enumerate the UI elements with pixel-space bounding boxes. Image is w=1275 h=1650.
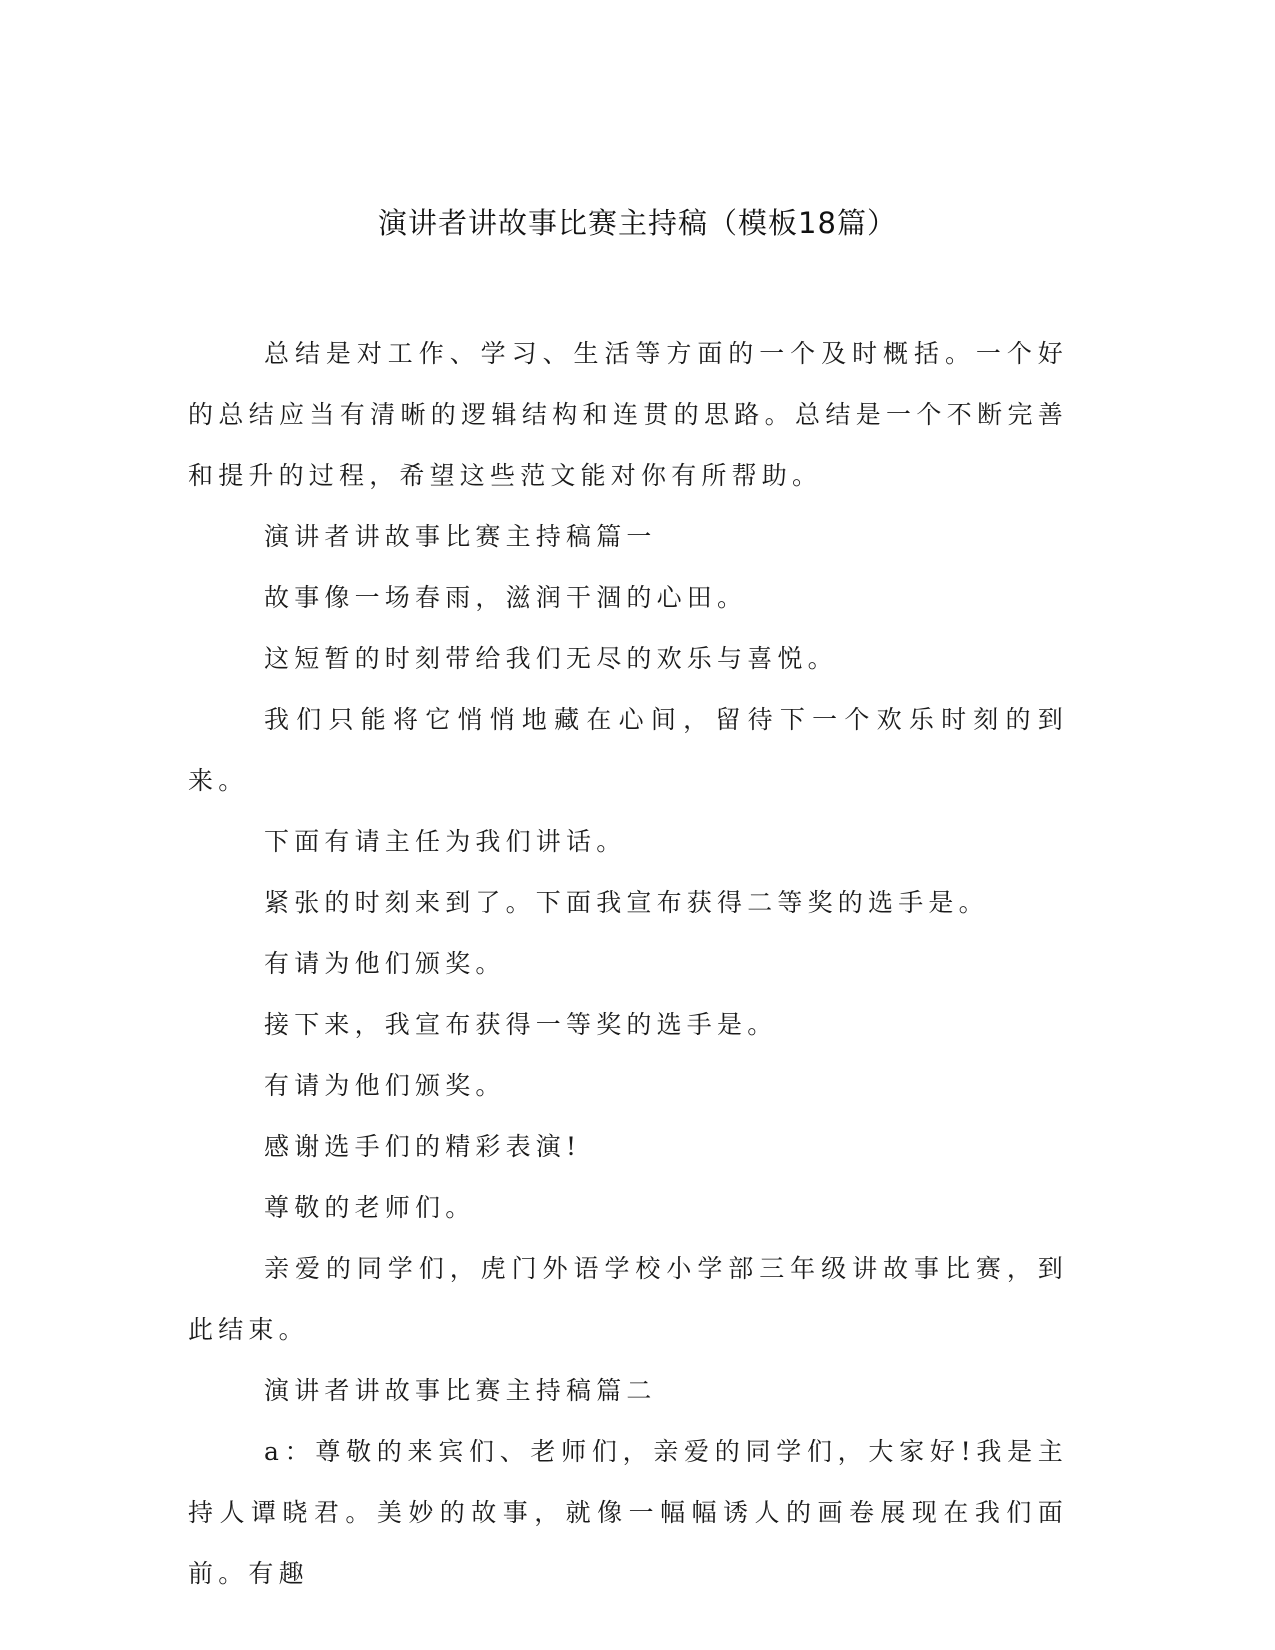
paragraph: 这短暂的时刻带给我们无尽的欢乐与喜悦。	[264, 644, 838, 673]
intro-paragraph: 总结是对工作、学习、生活等方面的一个及时概括。一个好的总结应当有清晰的逻辑结构和连贯的思路。总结是一个不断完善和提升的过程，希望这些范文能对你有所帮助。	[188, 339, 1068, 490]
paragraph: a：尊敬的来宾们、老师们，亲爱的同学们，大家好!我是主持人谭晓君。美妙的故事，就像一幅幅诱人的画卷展现在我们面前。有趣	[188, 1437, 1068, 1588]
document-title: 演讲者讲故事比赛主持稿（模板18篇）	[378, 206, 897, 240]
paragraph: 感谢选手们的精彩表演!	[264, 1132, 582, 1161]
paragraph: 紧张的时刻来到了。下面我宣布获得二等奖的选手是。	[264, 888, 989, 917]
document-body	[188, 323, 1068, 1604]
paragraph: 有请为他们颁奖。	[264, 1071, 506, 1100]
paragraph: 我们只能将它悄悄地藏在心间，留待下一个欢乐时刻的到来。	[188, 705, 1068, 795]
section-heading-2: 演讲者讲故事比赛主持稿篇二	[264, 1376, 657, 1405]
paragraph: 接下来，我宣布获得一等奖的选手是。	[264, 1010, 778, 1039]
paragraph: 尊敬的老师们。	[264, 1193, 476, 1222]
paragraph: 有请为他们颁奖。	[264, 949, 506, 978]
section-heading-1: 演讲者讲故事比赛主持稿篇一	[264, 522, 657, 551]
paragraph: 故事像一场春雨，滋润干涸的心田。	[264, 583, 748, 612]
paragraph: 亲爱的同学们，虎门外语学校小学部三年级讲故事比赛，到此结束。	[188, 1254, 1068, 1344]
paragraph: 下面有请主任为我们讲话。	[264, 827, 627, 856]
